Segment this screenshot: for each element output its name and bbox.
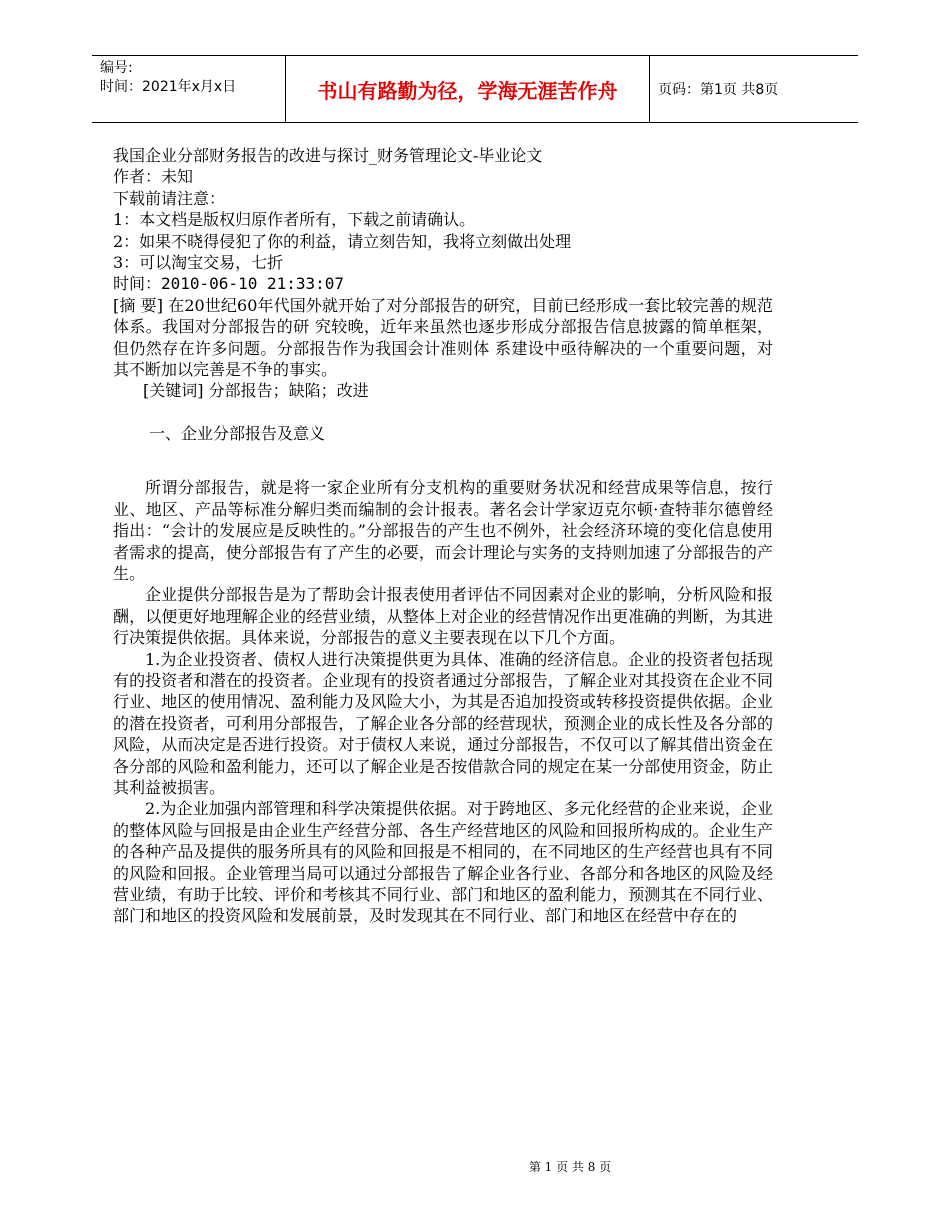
article-time: 时间：2010-06-10 21:33:07 [113, 274, 345, 294]
header-page-info: 页码：第1页 共8页 [658, 82, 779, 98]
page-footer: 第 1 页 共 8 页 [528, 1160, 612, 1174]
paragraph: 所谓分部报告，就是将一家企业所有分支机构的重要财务状况和经营成果等信息，按行业、地区、产品等标准分解归类而编制的会计报表。著名会计学家迈克尔顿·查特菲尔德曾经指出：“会计的发展应是反映性的。”分部报告的产生也不例外，社会经济环境的变化信息使用者需求的提高，使分部报告有了产生的必要，而会计理论与实务的支持则加速了分部报告的产生。 [113, 478, 773, 583]
notice-title: 下载前请注意： [113, 188, 226, 208]
section-heading: 一、企业分部报告及意义 [149, 423, 326, 443]
header-motto: 书山有路勤为径，学海无涯苦作舟 [285, 56, 650, 122]
header-meta [92, 56, 285, 122]
article-author: 作者：未知 [113, 167, 194, 187]
page-header [92, 55, 858, 123]
document-number-label: 编号: [100, 60, 133, 76]
article-abstract: [摘 要] 在20世纪60年代国外就开始了对分部报告的研究，目前已经形成一套比较完善的规范体系。我国对分部报告的研 究较晚，近年来虽然也逐步形成分部报告信息披露的简单框架，但仍然存在许多问题。分部报告作为我国会计准则体 系建设中亟待解决的一个重要问题，对其不断加以完善是不争的事实。 [113, 295, 773, 380]
document-body [113, 145, 773, 927]
notice-item-3: 3：可以淘宝交易，七折 [113, 253, 284, 273]
article-keywords: [关键词] 分部报告；缺陷；改进 [143, 381, 369, 401]
article-title: 我国企业分部财务报告的改进与探讨_财务管理论文-毕业论文 [113, 146, 543, 165]
document-time-label: 时间：2021年x月x日 [100, 79, 237, 95]
notice-item-1: 1：本文档是版权归原作者所有，下载之前请确认。 [113, 210, 476, 230]
paragraph: 1.为企业投资者、债权人进行决策提供更为具体、准确的经济信息。企业的投资者包括现有的投资者和潜在的投资者。企业现有的投资者通过分部报告，了解企业对其投资在企业不同行业、地区的使用情况、盈利能力及风险大小，为其是否追加投资或转移投资提供依据。企业的潜在投资者，可利用分部报告，了解企业各分部的经营现状，预测企业的成长性及各分部的风险，从而决定是否进行投资。对于债权人来说，通过分部报告，不仅可以了解其借出资金在各分部的风险和盈利能力，还可以了解企业是否按借款合同的规定在某一分部使用资金，防止其利益被损害。 [113, 649, 773, 797]
notice-item-2: 2：如果不晓得侵犯了你的利益，请立刻告知，我将立刻做出处理 [113, 231, 572, 251]
paragraph: 2.为企业加强内部管理和科学决策提供依据。对于跨地区、多元化经营的企业来说，企业的整体风险与回报是由企业生产经营分部、各生产经营地区的风险和回报所构成的。企业生产的各种产品及提供的服务所具有的风险和回报是不相同的，在不同地区的生产经营也具有不同的风险和回报。企业管理当局可以通过分部报告了解企业各行业、各部分和各地区的风险及经营业绩，有助于比较、评价和考核其不同行业、部门和地区的盈利能力，预测其在不同行业、部门和地区的投资风险和发展前景，及时发现其在不同行业、部门和地区在经营中存在的 [113, 799, 773, 926]
paragraph: 企业提供分部报告是为了帮助会计报表使用者评估不同因素对企业的影响，分析风险和报酬，以便更好地理解企业的经营业绩，从整体上对企业的经营情况作出更准确的判断，为其进行决策提供依据。具体来说，分部报告的意义主要表现在以下几个方面。 [113, 585, 773, 648]
